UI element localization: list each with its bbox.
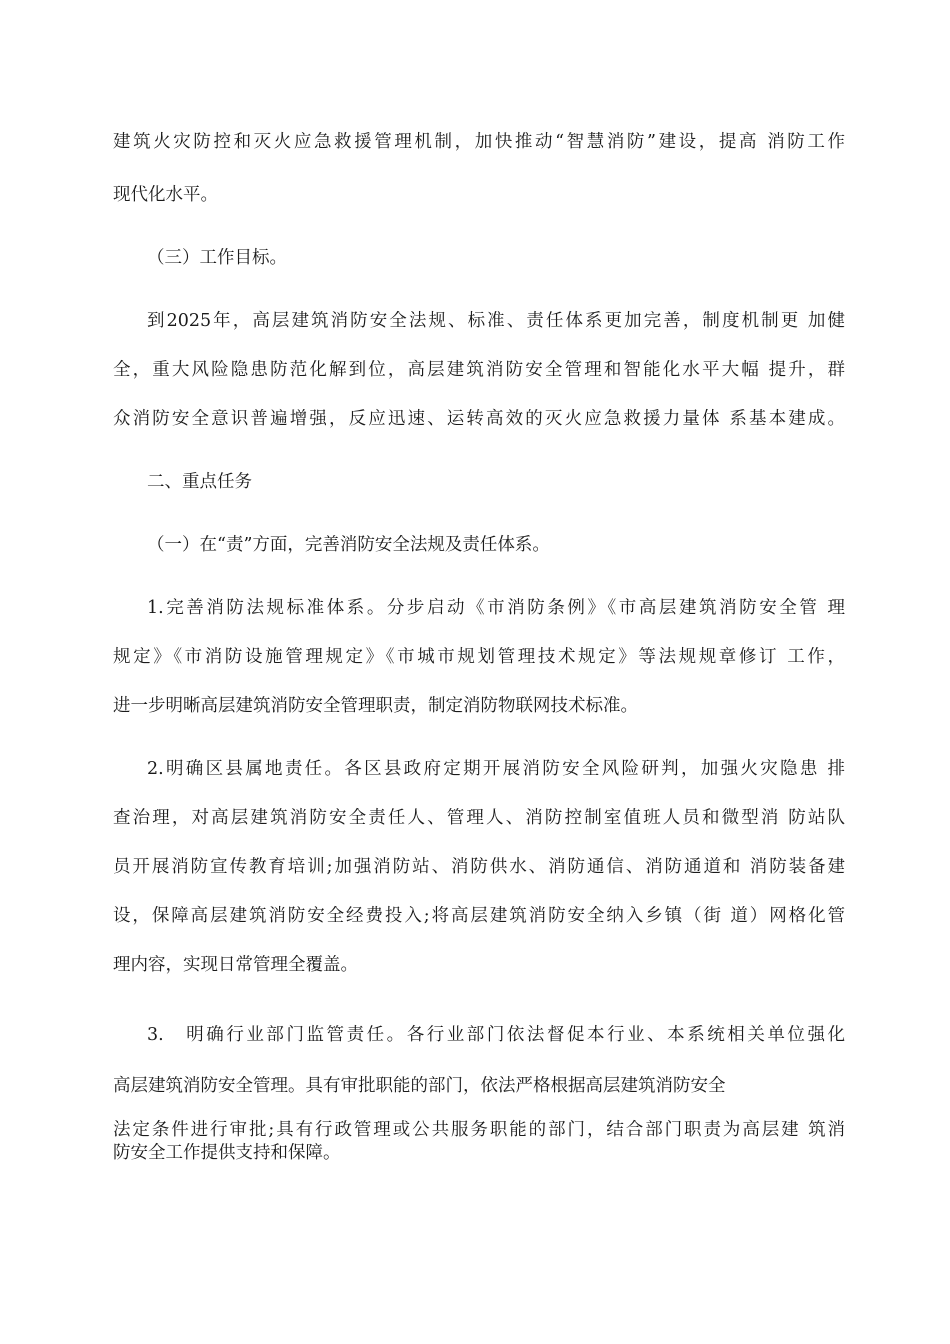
paragraph-line: 高层建筑消防安全管理。具有审批职能的部门，依法严格根据高层建筑消防安全	[113, 1076, 726, 1096]
section-heading: （一）在“责”方面，完善消防安全法规及责任体系。	[147, 535, 550, 555]
paragraph-line: 众消防安全意识普遍增强，反应迅速、运转高效的灭火应急救援力量体 系基本建成。	[113, 409, 845, 429]
paragraph-line: 进一步明晰高层建筑消防安全管理职责，制定消防物联网技术标准。	[113, 696, 638, 716]
paragraph-line: 2.明确区县属地责任。各区县政府定期开展消防安全风险研判，加强火灾隐患 排	[147, 759, 845, 779]
paragraph-line: 到2025年，高层建筑消防安全法规、标准、责任体系更加完善，制度机制更 加健	[147, 311, 845, 331]
paragraph-line: 1.完善消防法规标准体系。分步启动《市消防条例》《市高层建筑消防安全管 理	[147, 598, 845, 618]
paragraph-line: 现代化水平。	[113, 185, 218, 205]
paragraph-line: 理内容，实现日常管理全覆盖。	[113, 955, 358, 975]
paragraph-line: 全，重大风险隐患防范化解到位，高层建筑消防安全管理和智能化水平大幅 提升，群	[113, 360, 845, 380]
paragraph-line: 规定》《市消防设施管理规定》《市城市规划管理技术规定》等法规规章修订 工作，	[113, 647, 845, 667]
paragraph-line: 建筑火灾防控和灭火应急救援管理机制，加快推动“智慧消防”建设，提高 消防工作	[113, 132, 845, 152]
section-heading: （三）工作目标。	[147, 248, 287, 268]
section-heading: 二、重点任务	[147, 472, 252, 492]
paragraph-line: 员开展消防宣传教育培训;加强消防站、消防供水、消防通信、消防通道和 消防装备建	[113, 857, 845, 877]
paragraph-line: 设，保障高层建筑消防安全经费投入;将高层建筑消防安全纳入乡镇（街 道）网格化管	[113, 906, 845, 926]
paragraph-line: 3. 明确行业部门监管责任。各行业部门依法督促本行业、本系统相关单位强化	[147, 1025, 845, 1045]
paragraph-line: 查治理，对高层建筑消防安全责任人、管理人、消防控制室值班人员和微型消 防站队	[113, 808, 845, 828]
paragraph-line: 防安全工作提供支持和保障。	[113, 1143, 341, 1163]
paragraph-line: 法定条件进行审批;具有行政管理或公共服务职能的部门，结合部门职责为高层建 筑消	[113, 1120, 845, 1140]
